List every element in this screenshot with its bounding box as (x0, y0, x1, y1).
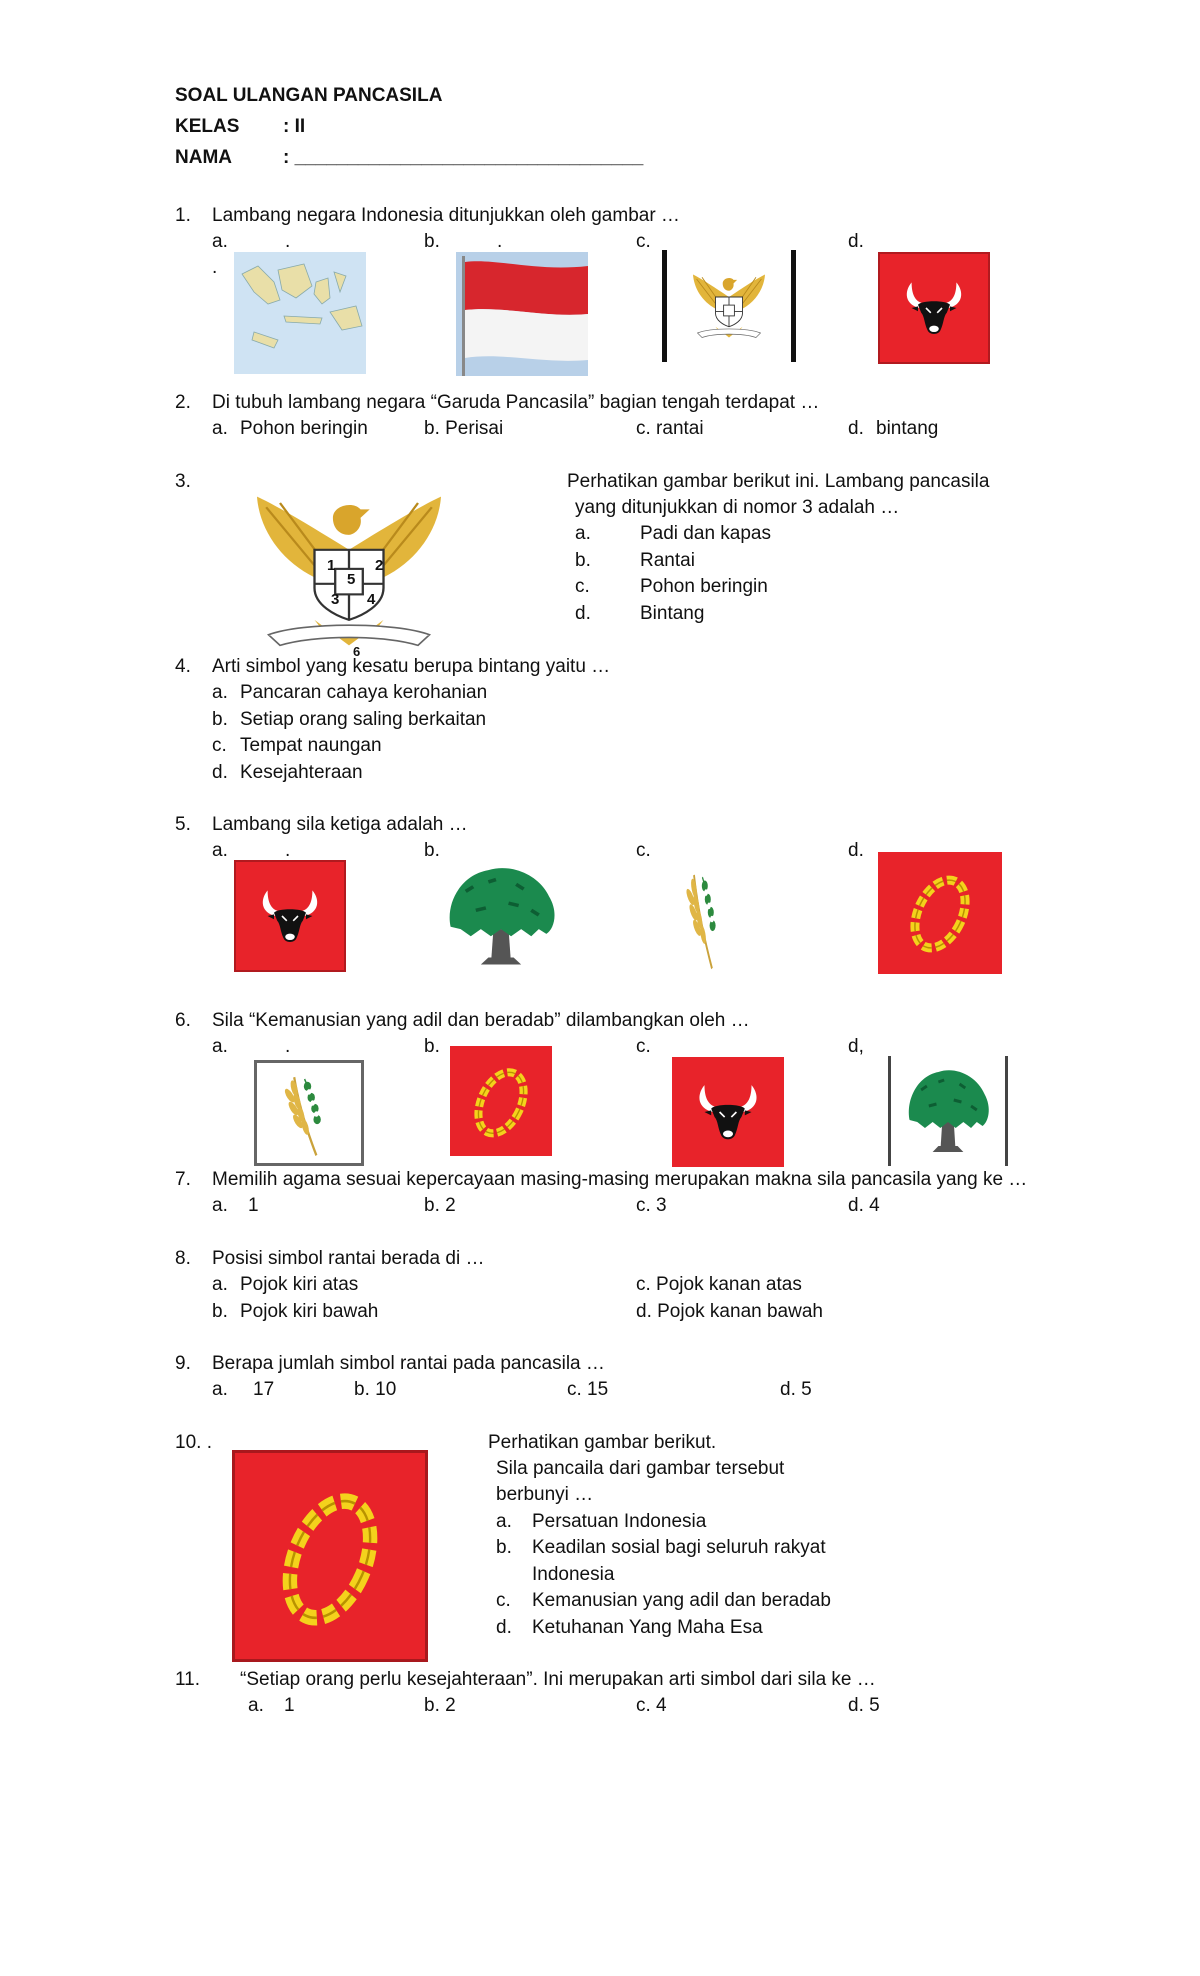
question-text: Sila “Kemanusian yang adil dan beradab” dilambangkan oleh … (212, 1010, 750, 1031)
option-d: d. 5 (848, 1695, 880, 1716)
option-a-label: a. (575, 523, 591, 544)
option-b-label: b. (575, 550, 591, 571)
question-text: Lambang negara Indonesia ditunjukkan oleh gambar … (212, 205, 680, 226)
option-d: d. Pojok kanan bawah (636, 1301, 823, 1322)
shield-number-1: 1 (327, 557, 336, 574)
option-d-label: d. (575, 603, 591, 624)
kelas-value: : II (283, 116, 306, 137)
option-c-label: c. (496, 1590, 511, 1611)
option-b-text: Rantai (640, 550, 695, 571)
option-c-text: Kemanusian yang adil dan beradab (532, 1590, 831, 1611)
bull-symbol-image (234, 860, 346, 972)
chain-symbol-image (450, 1046, 552, 1156)
option-c-label: c. (575, 576, 590, 597)
question-text: Memilih agama sesuai kepercayaan masing-masing merupakan makna sila pancasila yang ke … (212, 1169, 1028, 1190)
rice-cotton-image (676, 864, 736, 974)
option-a-text: 1 (248, 1195, 259, 1216)
option-c: c. 3 (636, 1195, 667, 1216)
question-text: Perhatikan gambar berikut. (488, 1432, 717, 1453)
kelas-label: KELAS (175, 116, 240, 137)
option-a-dot: . (285, 840, 291, 861)
question-text: Arti simbol yang kesatu berupa bintang yaitu … (212, 656, 611, 677)
option-a-label: a. (212, 682, 228, 703)
option-a-text: Persatuan Indonesia (532, 1511, 707, 1532)
option-c-text: Pohon beringin (640, 576, 768, 597)
option-a-label: a. (212, 1195, 228, 1216)
option-a-text: Pohon beringin (240, 418, 368, 439)
page-title: SOAL ULANGAN PANCASILA (175, 85, 443, 106)
option-c-label: c. (636, 840, 651, 861)
question-number: 11. (175, 1669, 201, 1690)
option-b: b. 2 (424, 1695, 456, 1716)
option-d-label: d. (848, 840, 864, 861)
option-a-text: Pancaran cahaya kerohanian (240, 682, 488, 703)
garuda-emblem-image (662, 250, 796, 362)
option-d-text: Ketuhanan Yang Maha Esa (532, 1617, 763, 1638)
red-white-flag-image (456, 252, 588, 376)
option-a-dot2: . (212, 257, 218, 278)
option-b-label: b. (212, 1301, 228, 1322)
shield-number-2: 2 (375, 557, 384, 574)
option-b-dot: . (497, 231, 503, 252)
option-b: b. 2 (424, 1195, 456, 1216)
option-c: c. 15 (567, 1379, 609, 1400)
question-number: 9. (175, 1353, 191, 1374)
question-text: yang ditunjukkan di nomor 3 adalah … (575, 497, 900, 518)
option-a-label: a. (212, 231, 228, 252)
question-text: berbunyi … (496, 1484, 594, 1505)
option-d-text: bintang (876, 418, 939, 439)
question-number: 10. . (175, 1432, 212, 1453)
option-d-label: d. (212, 762, 228, 783)
option-b-text: Pojok kiri bawah (240, 1301, 379, 1322)
question-text: “Setiap orang perlu kesejahteraan”. Ini merupakan arti simbol dari sila ke … (240, 1669, 876, 1690)
option-c: c. 4 (636, 1695, 667, 1716)
shield-number-5: 5 (347, 571, 356, 588)
bull-symbol-image (672, 1057, 784, 1167)
shield-number-3: 3 (331, 591, 340, 608)
option-d-label: d. (496, 1617, 512, 1638)
question-number: 1. (175, 205, 191, 226)
indonesia-map-image (234, 252, 366, 374)
option-b: b. 10 (354, 1379, 397, 1400)
shield-number-6: 6 (353, 644, 361, 659)
option-b-label: b. (424, 231, 440, 252)
question-text: Posisi simbol rantai berada di … (212, 1248, 485, 1269)
banyan-tree-image (888, 1056, 1008, 1166)
option-b-text: Setiap orang saling berkaitan (240, 709, 487, 730)
option-d: d. 4 (848, 1195, 880, 1216)
option-a-dot: . (285, 1036, 291, 1057)
option-c-text: Tempat naungan (240, 735, 382, 756)
option-c-label: c. (636, 1036, 651, 1057)
option-a-text: Padi dan kapas (640, 523, 771, 544)
option-b: b. Perisai (424, 418, 504, 439)
chain-symbol-image (878, 852, 1002, 974)
question-text: Perhatikan gambar berikut ini. Lambang pancasila (567, 471, 990, 492)
option-a-label: a. (212, 418, 228, 439)
option-a-label: a. (212, 1274, 228, 1295)
option-b-label: b. (496, 1537, 512, 1558)
question-number: 5. (175, 814, 191, 835)
option-c: c. Pojok kanan atas (636, 1274, 802, 1295)
chain-symbol-image (232, 1450, 428, 1662)
option-d-label: d, (848, 1036, 864, 1057)
question-text: Di tubuh lambang negara “Garuda Pancasila” bagian tengah terdapat … (212, 392, 820, 413)
question-number: 3. (175, 471, 191, 492)
rice-cotton-image (254, 1060, 364, 1166)
option-a-dot: . (285, 231, 291, 252)
option-a-text: 17 (253, 1379, 275, 1400)
shield-number-4: 4 (367, 591, 376, 608)
question-number: 4. (175, 656, 191, 677)
question-number: 8. (175, 1248, 191, 1269)
option-b-text-cont: Indonesia (532, 1564, 615, 1585)
question-number: 2. (175, 392, 191, 413)
option-c-label: c. (212, 735, 227, 756)
option-b-label: b. (424, 840, 440, 861)
question-text: Sila pancaila dari gambar tersebut (496, 1458, 785, 1479)
option-d-label: d. (848, 231, 864, 252)
banyan-tree-image (438, 856, 564, 974)
nama-value: : _________________________________ (283, 147, 644, 168)
option-b-label: b. (424, 1036, 440, 1057)
question-text: Lambang sila ketiga adalah … (212, 814, 468, 835)
option-d-text: Kesejahteraan (240, 762, 363, 783)
option-a-label: a. (212, 840, 228, 861)
question-number: 7. (175, 1169, 191, 1190)
option-a-label: a. (248, 1695, 264, 1716)
option-c-label: c. (636, 231, 651, 252)
bull-symbol-image (878, 252, 990, 364)
option-b-label: b. (212, 709, 228, 730)
option-b-text: Keadilan sosial bagi seluruh rakyat (532, 1537, 826, 1558)
nama-label: NAMA (175, 147, 232, 168)
option-a-label: a. (212, 1036, 228, 1057)
option-d-text: Bintang (640, 603, 705, 624)
option-c: c. rantai (636, 418, 704, 439)
option-a-text: Pojok kiri atas (240, 1274, 359, 1295)
option-d: d. 5 (780, 1379, 812, 1400)
question-number: 6. (175, 1010, 191, 1031)
option-a-text: 1 (284, 1695, 295, 1716)
option-a-label: a. (496, 1511, 512, 1532)
option-d-label: d. (848, 418, 864, 439)
option-a-label: a. (212, 1379, 228, 1400)
question-text: Berapa jumlah simbol rantai pada pancasila … (212, 1353, 605, 1374)
